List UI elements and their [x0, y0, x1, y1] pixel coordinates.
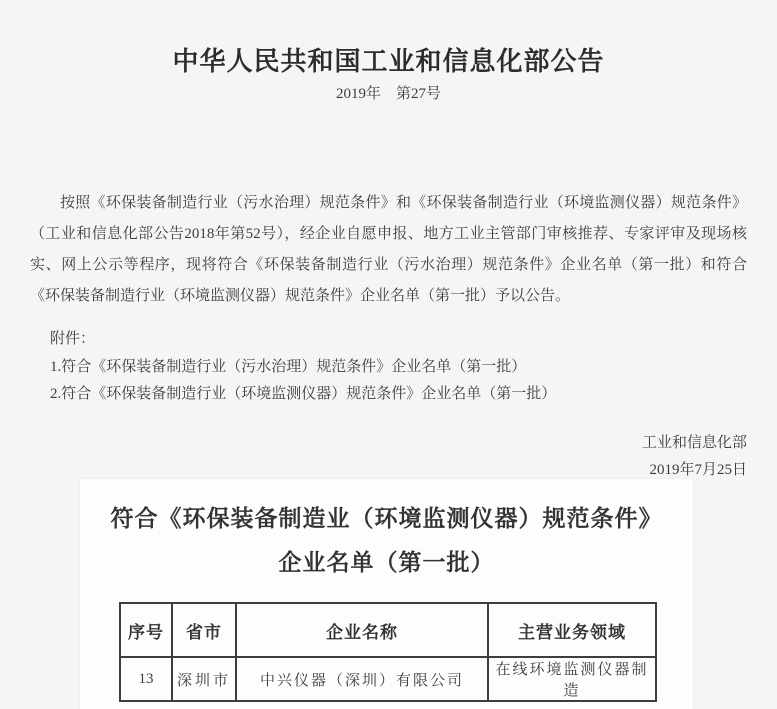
signature-date: 2019年7月25日 [649, 462, 747, 478]
header-company-name: 企业名称 [236, 603, 488, 657]
embedded-image-title-line1: 符合《环保装备制造业（环境监测仪器）规范条件》 [110, 505, 663, 531]
signature-issuer: 工业和信息化部 [641, 435, 747, 451]
attachments-label: 附件： [50, 331, 96, 347]
header-seq: 序号 [120, 603, 172, 657]
cell-seq: 13 [120, 657, 172, 701]
table-header-row [120, 603, 656, 657]
embedded-table-image[interactable] [80, 479, 693, 709]
signature-block [642, 430, 747, 484]
embedded-image-title [80, 479, 693, 584]
table-row [120, 657, 656, 701]
attachment-item-1: 1.符合《环保装备制造行业（污水治理）规范条件》企业名单（第一批） [50, 358, 527, 375]
announcement-body: 按照《环保装备制造行业（污水治理）规范条件》和《环保装备制造行业（环境监测仪器）规范条件》（工业和信息化部公告2018年第52号），经企业自愿申报、地方工业主管部门审核推荐、专家评审及现场核实、网上公示等程序，现将符合《环保装备制造行业（污水治理）规范条件》企业名单（第一批）和符合《环保装备制造行业（环境监测仪器）规范条件》企业名单（第一批）予以公告。 [30, 195, 747, 304]
cell-province: 深圳市 [172, 657, 236, 701]
attachment-item-2: 2.符合《环保装备制造行业（环境监测仪器）规范条件》企业名单（第一批） [50, 386, 557, 402]
issue-number: 2019年 第27号 [335, 86, 441, 102]
company-table [119, 602, 657, 702]
cell-business-field: 在线环境监测仪器制造 [488, 657, 656, 701]
cell-company-name: 中兴仪器（深圳）有限公司 [236, 657, 488, 701]
header-business-field: 主营业务领域 [488, 603, 656, 657]
attachments-section [50, 326, 556, 409]
page-title: 中华人民共和国工业和信息化部公告 [172, 46, 605, 77]
header-province: 省市 [172, 603, 236, 657]
embedded-image-title-line2: 企业名单（第一批） [278, 549, 495, 575]
